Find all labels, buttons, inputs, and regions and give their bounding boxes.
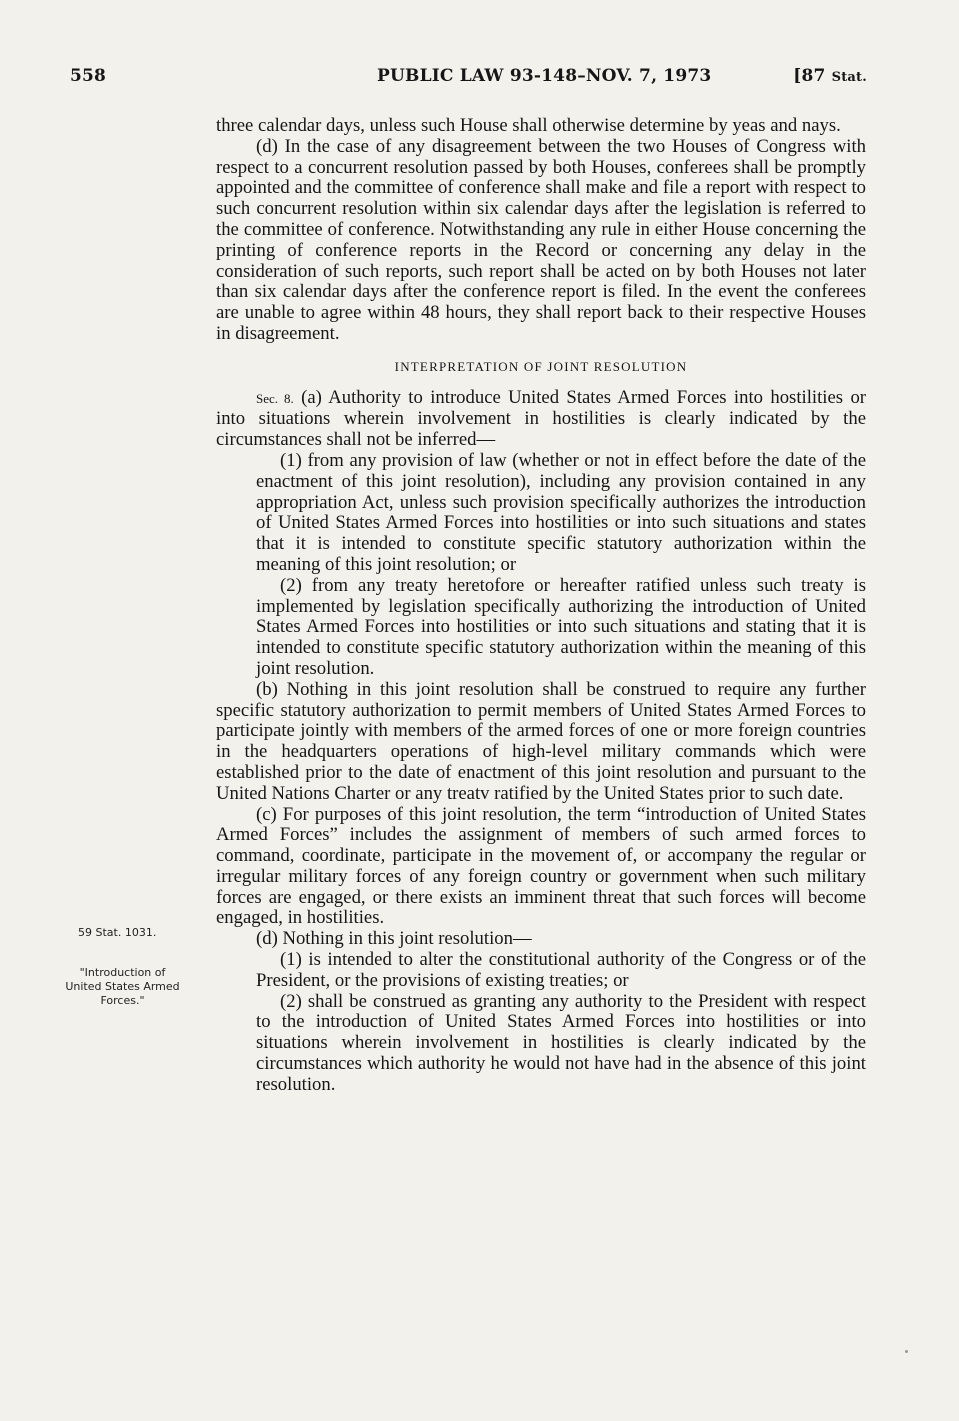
page-number: 558 [70,66,107,86]
subsection-b: (b) Nothing in this joint resolution shall be construed to require any further specific statutory authorization to permit members of United States Armed Forces to participate jointly with members of the armed forces of one or more foreign countries in the headquarters operations of high-level military commands which were established prior to the date of enactment of this joint resolution and pursuant to the United Nations Charter or any treatv ratified by the United States prior to such date. [216,678,866,804]
body-text [216,116,866,1096]
margin-note-stat-citation: 59 Stat. 1031. [78,926,157,939]
section-8a [216,388,866,451]
statute-label: Stat. [831,70,867,85]
section-heading: INTERPRETATION OF JOINT RESOLUTION [394,358,688,374]
running-title: PUBLIC LAW 93-148–NOV. 7, 1973 [377,66,712,86]
continuation-paragraph: three calendar days, unless such House shall otherwise determine by yeas and nays. [216,115,841,136]
statute-volume: [87 [793,66,826,86]
subsection-d: (d) Nothing in this joint resolution— [256,928,532,950]
statute-reference [793,66,867,86]
subsection-d-disagreement: (d) In the case of any disagreement between the two Houses of Congress with respect to a concurrent resolution passed by both Houses, conferees shall be promptly appointed and the committee of conference shall make and file a report with respect to such concurrent resolution within six calendar days after the legislation is referred to the committee of conference. Notwithstanding any rule in either House concerning the printing of conference reports in the Record or concerning any delay in the consideration of such reports, such report shall be acted on by both Houses not later than six calendar days after the conference report is filed. In the event the conferees are unable to agree within 48 hours, they shall report back to their respective Houses in disagreement. [216,135,866,344]
paper-speck [905,1350,908,1353]
page-header [70,66,867,90]
clause-a2: (2) from any treaty heretofore or hereafter ratified unless such treaty is implemented by legislation specifically authorizing the introduction of United States Armed Forces into hostilities or into such situations and stating that it is intended to constitute specific statutory authorization within the meaning of this joint resolution. [256,574,866,679]
clause-a1: (1) from any provision of law (whether or not in effect before the date of the enactment of this joint resolution), including any provision contained in any appropriation Act, unless such provision specifically authorizes the introduction of United States Armed Forces into hostilities or into such situations and states that it is intended to constitute specific statutory authorization within the meaning of this joint resolution; or [256,449,866,575]
section-label: Sec. 8. [256,390,294,406]
clause-d1: (1) is intended to alter the constitutional authority of the Congress or of the President, or the provisions of existing treaties; or [256,949,866,991]
margin-note-introduction: "Introduction of United States Armed Forces." [65,966,180,1007]
subsection-c: (c) For purposes of this joint resolution, the term “introduction of United States Armed Forces” includes the assignment of members of such armed forces to command, coordinate, participate in the movement of, or accompany the regular or irregular military forces of any foreign country or government when such military forces are engaged, or there exists an imminent threat that such forces will become engaged, in hostilities. [216,803,866,929]
clause-d2: (2) shall be construed as granting any authority to the President with respect to the introduction of United States Armed Forces into hostilities or into situations wherein involvement in hostilities is clearly indicated by the circumstances which authority he would not have had in the absence of this joint resolution. [256,990,866,1095]
section-8a-text: (a) Authority to introduce United States Armed Forces into hostilities or into situations wherein involvement in hostilities is clearly indicated by the circumstances shall not be inferred— [216,386,867,451]
